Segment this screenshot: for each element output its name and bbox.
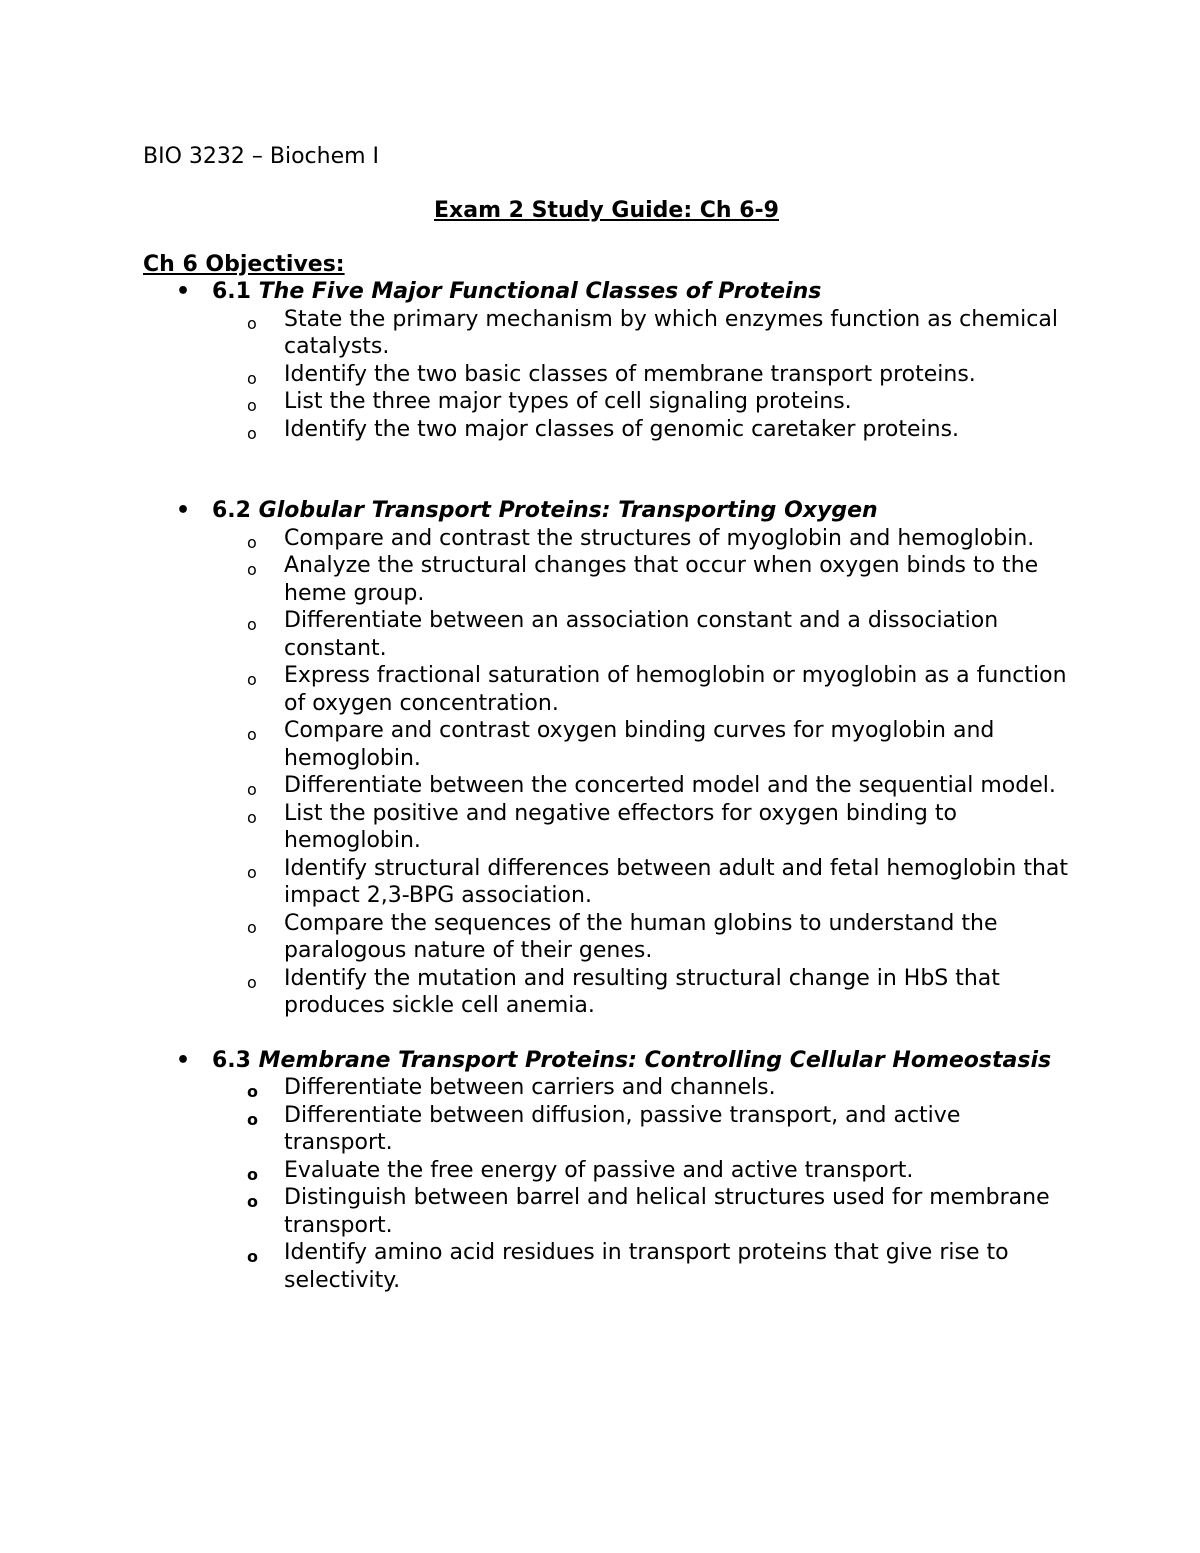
objective-text: Identify structural differences between adult and fetal hemoglobin that impact 2,3-BPG association. [284,855,1069,908]
sub-bullet-icon: o [247,670,257,689]
section-list [143,278,1070,1294]
objective-item [143,416,1070,444]
objective-item [143,965,1070,1020]
objective-text: Identify the two major classes of genomic caretaker proteins. [284,416,960,442]
objective-item [143,910,1070,965]
objective-text: Distinguish between barrel and helical structures used for membrane transport. [284,1185,1050,1238]
objective-text: Differentiate between an association constant and a dissociation constant. [284,608,999,661]
section-number: 6.3 [212,1047,251,1073]
objective-text: Differentiate between the concerted model and the sequential model. [284,773,1056,798]
sub-bullet-icon: o [247,615,257,634]
objective-text: Analyze the structural changes that occur when oxygen binds to the heme group. [284,553,1039,606]
chapter-heading: Ch 6 Objectives: [143,251,345,277]
objective-text: Compare and contrast oxygen binding curves for myoglobin and hemoglobin. [284,718,995,771]
objective-text: Compare and contrast the structures of myoglobin and hemoglobin. [284,525,1035,551]
bullet-icon: • [175,498,191,523]
objective-text: Identify amino acid residues in transport proteins that give rise to selectivity. [284,1240,1009,1293]
objective-item [143,800,1070,855]
objective-item [143,361,1070,389]
objective-text: Differentiate between carriers and channels. [284,1075,776,1100]
sub-bullet-icon: o [247,313,257,333]
page-title: Exam 2 Study Guide: Ch 6-9 [434,198,779,223]
objective-text: Differentiate between diffusion, passive transport, and active transport. [284,1102,961,1155]
sub-bullet-icon: o [247,423,257,443]
objective-item [143,388,1070,416]
sub-bullet-icon: o [247,1247,258,1266]
sub-bullet-icon: o [247,1109,258,1129]
sub-bullet-icon: o [247,396,257,415]
section-heading [212,1047,1070,1075]
sub-bullet-icon: o [247,368,257,388]
sub-bullet-icon: o [247,1192,258,1211]
section-title: The Five Major Functional Classes of Proteins [258,279,822,304]
sub-bullet-icon: o [247,725,257,744]
sub-bullet-icon: o [247,1164,258,1184]
objective-text: List the positive and negative effectors for oxygen binding to hemoglobin. [284,800,957,853]
objective-item [143,855,1070,910]
sub-bullet-icon: o [247,1082,258,1101]
section-title: Globular Transport Proteins: Transporting Oxygen [258,498,878,523]
objective-text: Compare the sequences of the human globins to understand the paralogous nature of their genes. [284,910,998,963]
sub-bullet-icon: o [247,862,257,882]
objective-item [143,607,1070,662]
objective-item [143,525,1070,553]
objective-list [212,306,1070,444]
objective-item [143,552,1070,607]
objective-item [143,1157,1070,1185]
objective-item [143,1074,1070,1102]
section-title: Membrane Transport Proteins: Controlling Cellular Homeostasis [258,1047,1052,1073]
objective-text: Identify the mutation and resulting structural change in HbS that produces sickle cell anemia. [284,965,1000,1018]
objective-text: Express fractional saturation of hemoglobin or myoglobin as a function of oxygen concentration. [284,663,1067,716]
sub-bullet-icon: o [247,972,257,992]
sub-bullet-icon: o [247,917,257,937]
sub-bullet-icon: o [247,532,257,552]
objective-item [143,662,1070,717]
section-number: 6.2 [212,498,251,523]
objective-item [143,1184,1070,1239]
sub-bullet-icon: o [247,780,257,799]
objective-text: Evaluate the free energy of passive and active transport. [284,1157,914,1183]
objective-text: Identify the two basic classes of membrane transport proteins. [284,361,976,387]
section-6-2 [143,497,1070,1020]
course-name: BIO 3232 – Biochem I [143,144,380,169]
section-heading [212,278,1070,306]
sub-bullet-icon: o [247,807,257,827]
section-6-3 [143,1047,1070,1295]
objective-text: List the three major types of cell signaling proteins. [284,389,852,414]
objective-item [143,306,1070,361]
objective-item [143,1239,1070,1294]
sub-bullet-icon: o [247,560,257,579]
bullet-icon: • [175,1047,191,1073]
objective-item [143,772,1070,800]
bullet-icon: • [175,279,191,304]
objective-item [143,717,1070,772]
objective-text: State the primary mechanism by which enzymes function as chemical catalysts. [284,306,1058,359]
section-number: 6.1 [212,279,251,304]
objective-list [212,525,1070,1020]
section-6-1 [143,278,1070,443]
section-heading [212,497,1070,525]
objective-list [212,1074,1070,1294]
objective-item [143,1102,1070,1157]
